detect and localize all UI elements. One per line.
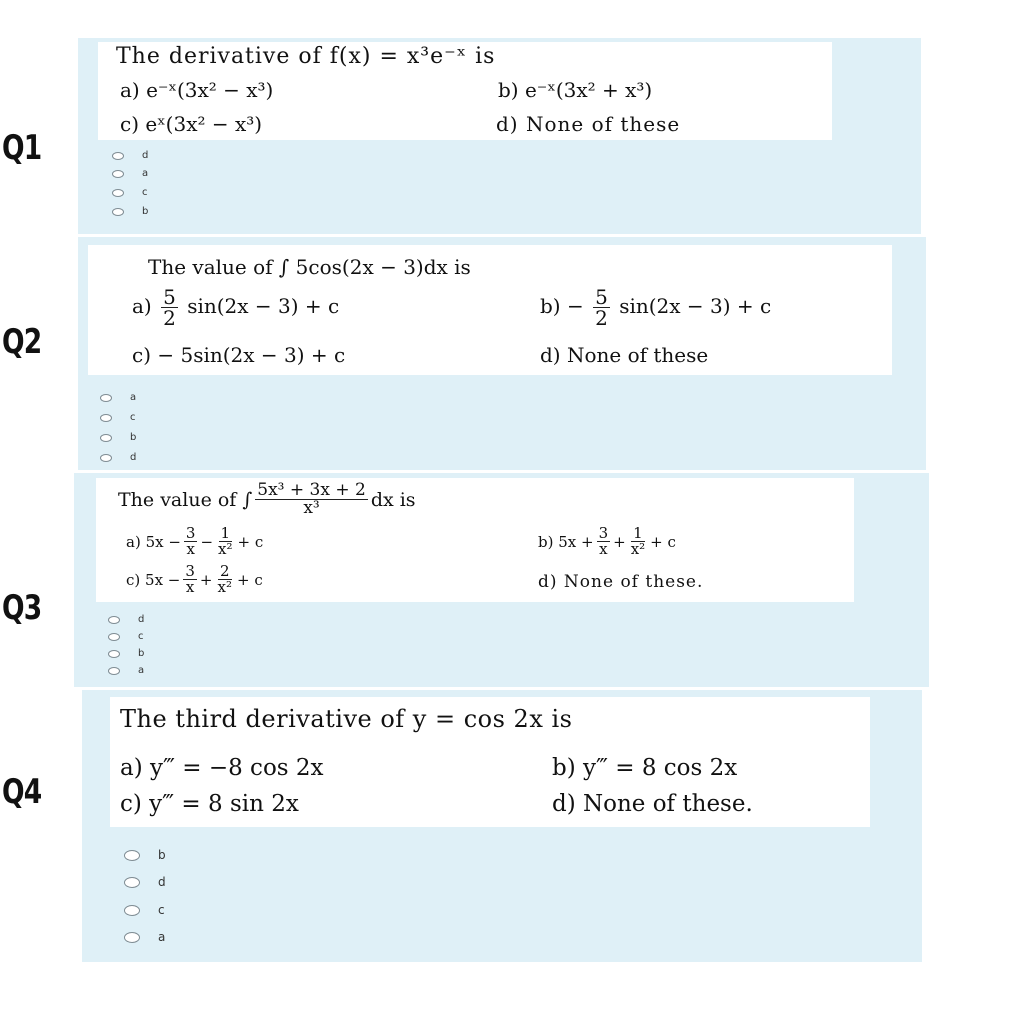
choice-b-fraction	[593, 287, 610, 328]
option-row[interactable]	[124, 930, 165, 944]
choice-a-q1: a) e⁻ˣ(3x² − x³)	[120, 78, 274, 102]
choice-b-q2	[540, 287, 771, 328]
option-label: c	[138, 631, 144, 642]
option-label: b	[142, 206, 149, 217]
radio-button[interactable]	[124, 905, 140, 916]
choice-a-prefix: a)	[132, 294, 152, 318]
option-row[interactable]	[112, 168, 148, 179]
choice-c-q1: c) eˣ(3x² − x³)	[120, 112, 263, 136]
question-stem-q3	[118, 482, 416, 517]
option-label: c	[142, 187, 148, 198]
option-row[interactable]	[108, 614, 144, 625]
fraction-denominator: x³	[303, 498, 320, 518]
choice-b-rest: sin(2x − 3) + c	[619, 294, 772, 318]
radio-button[interactable]	[108, 616, 120, 624]
option-label: b	[158, 848, 166, 862]
fraction-1	[183, 564, 197, 595]
radio-button[interactable]	[124, 877, 140, 888]
question-image-q2	[88, 245, 892, 375]
fraction-2	[216, 564, 234, 595]
choice-b-q1: b) e⁻ˣ(3x² + x³)	[498, 78, 653, 102]
fraction-denominator: x	[599, 540, 608, 558]
option-row[interactable]	[100, 392, 136, 403]
option-label: a	[158, 930, 166, 944]
option-row[interactable]	[100, 412, 136, 423]
choice-c-q2: c) − 5sin(2x − 3) + c	[132, 343, 346, 367]
fraction-denominator: x	[185, 578, 195, 596]
option-label: b	[138, 648, 145, 659]
fraction-numerator: 3	[598, 524, 609, 542]
radio-button[interactable]	[124, 850, 140, 861]
choice-a-q3	[126, 526, 263, 557]
option-label: c	[130, 412, 136, 423]
choice-d-q2: d) None of these	[540, 343, 709, 367]
choice-b-prefix: b) −	[540, 294, 584, 318]
question-label-q2: Q2	[2, 322, 42, 362]
choice-operator: +	[613, 532, 626, 551]
question-stem-q2: The value of ∫ 5cos(2x − 3)dx is	[148, 255, 471, 279]
option-label: b	[130, 432, 137, 443]
fraction-denominator: x²	[218, 540, 233, 558]
radio-button[interactable]	[100, 414, 112, 422]
radio-button[interactable]	[112, 170, 124, 178]
option-row[interactable]	[108, 648, 144, 659]
fraction-denominator: x²	[630, 540, 646, 558]
radio-button[interactable]	[124, 932, 140, 943]
option-row[interactable]	[124, 903, 165, 917]
choice-b-q3	[538, 526, 676, 557]
radio-button[interactable]	[100, 434, 112, 442]
choice-end: + c	[650, 532, 676, 551]
option-label: d	[138, 614, 145, 625]
option-row[interactable]	[112, 187, 148, 198]
option-row[interactable]	[100, 452, 136, 463]
option-row[interactable]	[112, 150, 148, 161]
choice-prefix: b) 5x +	[538, 532, 594, 551]
question-label-q4: Q4	[2, 772, 42, 812]
option-row[interactable]	[124, 848, 166, 862]
fraction-numerator: 3	[185, 524, 196, 542]
choice-a-fraction	[161, 287, 178, 328]
question-label-q3: Q3	[2, 588, 42, 628]
choice-c-q3	[126, 564, 263, 595]
option-row[interactable]	[100, 432, 136, 443]
option-row[interactable]	[112, 206, 148, 217]
question-image-q4	[110, 697, 870, 827]
choice-a-rest: sin(2x − 3) + c	[187, 294, 340, 318]
fraction-numerator: 5	[595, 285, 608, 309]
radio-button[interactable]	[108, 667, 120, 675]
choice-operator: +	[199, 570, 213, 589]
choice-prefix: a) 5x −	[126, 532, 181, 551]
choice-d-q4: d) None of these.	[552, 791, 753, 817]
fraction-1	[184, 526, 198, 557]
radio-button[interactable]	[112, 152, 124, 160]
radio-button[interactable]	[108, 650, 120, 658]
option-label: a	[142, 168, 149, 179]
fraction-denominator: x²	[217, 578, 232, 596]
radio-button[interactable]	[112, 208, 124, 216]
radio-button[interactable]	[108, 633, 120, 641]
fraction-denominator: 2	[595, 306, 608, 330]
option-row[interactable]	[108, 665, 144, 676]
fraction-2	[216, 526, 234, 557]
option-row[interactable]	[108, 631, 144, 642]
fraction-1	[597, 526, 611, 557]
option-label: a	[130, 392, 137, 403]
fraction-numerator: 3	[185, 562, 195, 580]
stem-suffix: dx is	[370, 488, 416, 511]
fraction-numerator: 5x³ + 3x + 2	[257, 480, 366, 500]
choice-b-q4: b) y‴ = 8 cos 2x	[552, 755, 738, 781]
choice-end: + c	[237, 532, 264, 551]
fraction-2	[629, 526, 647, 557]
fraction-numerator: 5	[163, 285, 176, 309]
choice-d-q3: d) None of these.	[538, 572, 704, 592]
fraction-denominator: 2	[163, 306, 176, 330]
question-stem-q1: The derivative of f(x) = x³e⁻ˣ is	[116, 44, 496, 69]
choice-a-q2	[132, 287, 339, 328]
stem-prefix: The value of ∫	[118, 488, 253, 511]
choice-end: + c	[236, 570, 263, 589]
radio-button[interactable]	[100, 454, 112, 462]
choice-c-q4: c) y‴ = 8 sin 2x	[120, 791, 299, 817]
option-row[interactable]	[124, 875, 166, 889]
radio-button[interactable]	[112, 189, 124, 197]
question-stem-q4: The third derivative of y = cos 2x is	[120, 705, 573, 733]
choice-d-q1: d) None of these	[496, 112, 681, 136]
option-label: a	[138, 665, 145, 676]
fraction-denominator: x	[186, 540, 195, 558]
question-label-q1: Q1	[2, 128, 42, 168]
option-label: c	[158, 903, 165, 917]
fraction-numerator: 1	[220, 524, 231, 542]
fraction-numerator: 2	[219, 562, 230, 580]
option-label: d	[130, 452, 137, 463]
stem-fraction	[255, 482, 368, 517]
question-image-q3	[96, 478, 854, 602]
radio-button[interactable]	[100, 394, 112, 402]
choice-prefix: c) 5x −	[126, 570, 181, 589]
choice-a-q4: a) y‴ = −8 cos 2x	[120, 755, 324, 781]
option-label: d	[158, 875, 166, 889]
option-label: d	[142, 150, 149, 161]
question-image-q1	[98, 42, 832, 140]
choice-operator: −	[200, 532, 214, 551]
fraction-numerator: 1	[633, 524, 643, 542]
